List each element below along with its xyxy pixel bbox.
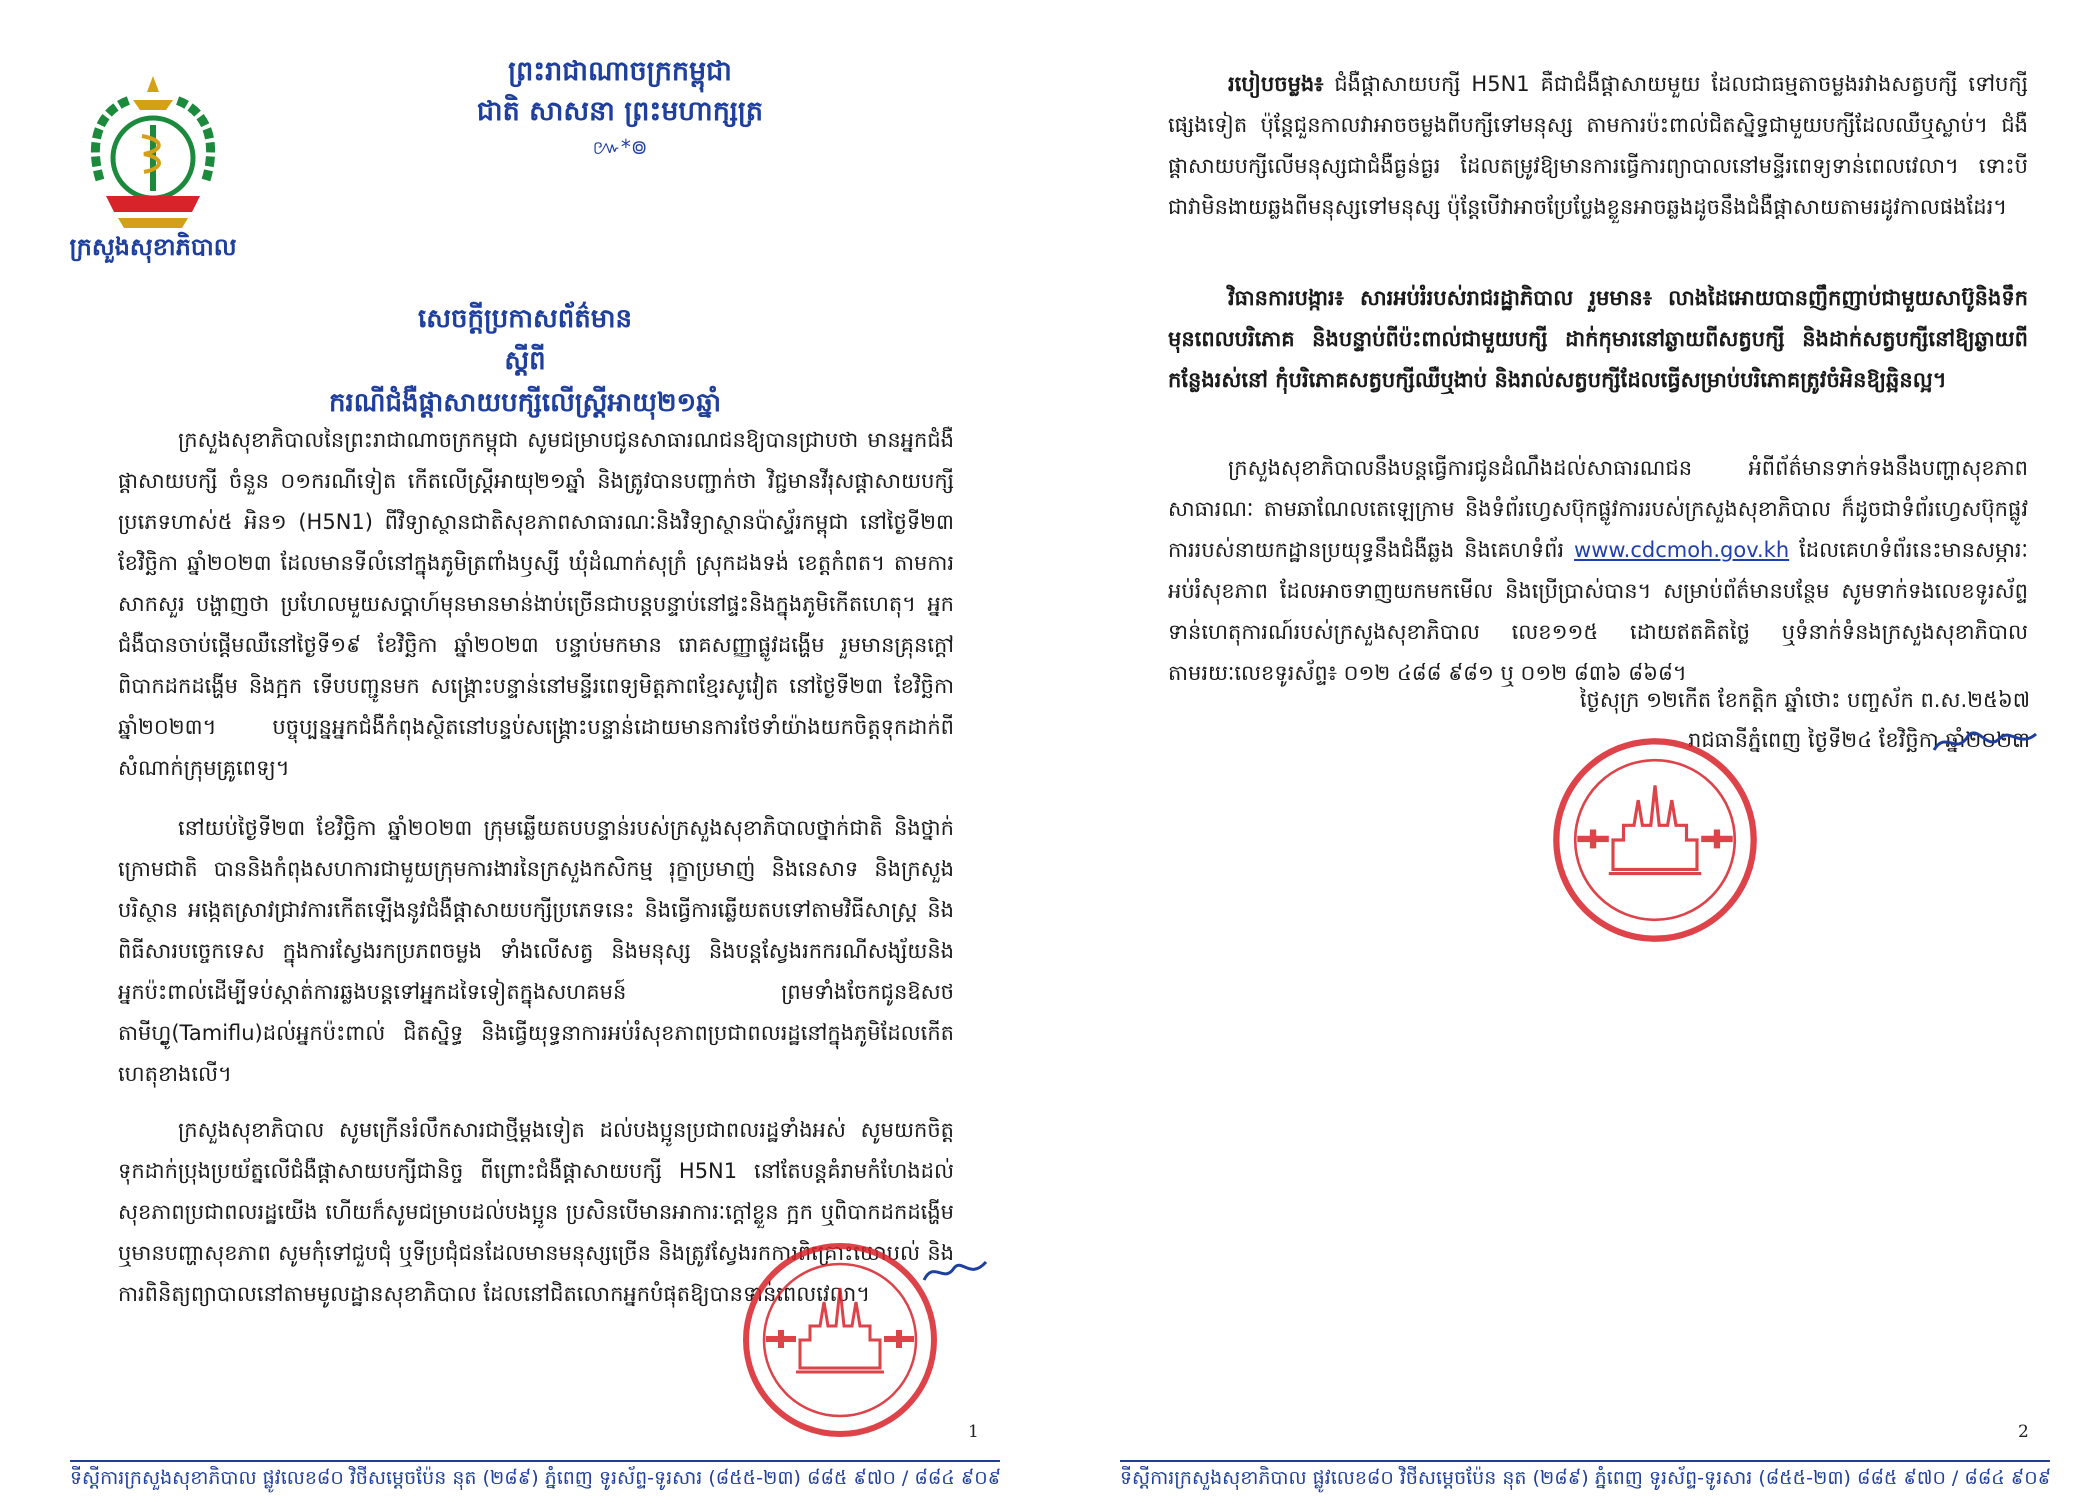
signature [1930, 722, 2040, 762]
footer-rule-2 [1120, 1460, 2050, 1462]
contact-text-b: ដែលគេហទំព័រនេះមានសម្ភារៈអប់រំសុខភាព ដែលអាចទាញយកមកមើល និងប្រើប្រាស់បាន។ សម្រាប់ព័ត៌មានបន្ថែម សូមទាក់ទងលេខទូរស័ព្ទទាន់ហេតុការណ៍របស់ក្រសួងសុខាភិបាល លេខ១១៥ ដោយឥតគិតថ្លៃ ឬទំនាក់ទំនងក្រសួងសុខាភិបាល តាមរយៈលេខទូរស័ព្ទ៖ ០១២ ៤៨៨ ៩៨១ ឬ ០១២ ៨៣៦ ៨៦៨។ [1168, 538, 2029, 685]
title-line-3: ករណីជំងឺផ្ដាសាយបក្សីលើស្ត្រីអាយុ២១ឆ្នាំ [329, 388, 721, 418]
cdc-website-link[interactable]: www.cdcmoh.gov.kh [1574, 538, 1790, 562]
paragraph-2-text: នៅយប់ថ្ងៃទី២៣ ខែវិច្ឆិកា ឆ្នាំ២០២៣ ក្រុមឆ្លើយតបបន្ទាន់របស់ក្រសួងសុខាភិបាលថ្នាក់ជាតិ និងថ្នាក់ក្រោមជាតិ បាននិងកំពុងសហការជាមួយក្រុមការងារនៃក្រសួងកសិកម្ម រុក្ខាប្រមាញ់ និងនេសាទ និងក្រសួងបរិស្ថាន អង្កេតស្រាវជ្រាវការកើតឡើងនូវជំងឺផ្ដាសាយបក្សីប្រភេទនេះ និងធ្វើការឆ្លើយតបទៅតាមវិធីសាស្ត្រ និងពិធីសារបច្ចេកទេស ក្នុងការស្វែងរកប្រភពចម្លង ទាំងលើសត្វ និងមនុស្ស និងបន្តស្វែងរកករណីសង្ស័យនិងអ្នកប៉ះពាល់ដើម្បីទប់ស្កាត់ការឆ្លងបន្តទៅអ្នកដទៃទៀតក្នុងសហគមន៍ ព្រមទាំងចែកជូនឱសថតាមីហ្វ្លូ(Tamiflu)ដល់អ្នកប៉ះពាល់ ជិតស្និទ្ធ និងធ្វើយុទ្ធនាការអប់រំសុខភាពប្រជាពលរដ្ឋនៅក្នុងភូមិដែលកើតហេតុខាងលើ។ [118, 816, 954, 1086]
footer-address: ទីស្ដីការក្រសួងសុខាភិបាល ផ្លូវលេខ៨០ វិថីសម្ដេចប៉ែន នុត (២៨៩) ភ្នំពេញ ទូរស័ព្ទ-ទូរសារ (៨៥៥-២៣) ៨៨៥ ៩៧០ / ៨៨៤ ៩០៩ [70, 1467, 1002, 1489]
document-title [120, 298, 930, 424]
transmission-text: ជំងឺផ្ដាសាយបក្សី H5N1 គឺជាជំងឺផ្ដាសាយមួយ ដែលជាធម្មតាចម្លងរវាងសត្វបក្សី ទៅបក្សីផ្សេងទៀត ប៉ុន្តែជួនកាលវាអាចចម្លងពីបក្សីទៅមនុស្ស តាមការប៉ះពាល់ជិតស្និទ្ធជាមួយបក្សីដែលឈឺឬស្លាប់។ ជំងឺផ្ដាសាយបក្សីលើមនុស្សជាជំងឺធ្ងន់ធ្ងរ ដែលតម្រូវឱ្យមានការធ្វើការព្យាបាលនៅមន្ទីរពេទ្យទាន់ពេលវេលា។ ទោះបីជាវាមិនងាយឆ្លងពីមនុស្សទៅមនុស្ស ប៉ុន្តែបើវាអាចប្រែប្លែងខ្លួនអាចឆ្លងដូចនឹងជំងឺផ្ដាសាយតាមរដូវកាលផងដែរ។ [1168, 72, 2028, 219]
gregorian-date: រាជធានីភ្នំពេញ ថ្ងៃទី២៤ ខែវិច្ឆិកា ឆ្នាំ២០២៣ [1688, 728, 2030, 752]
signature-mark [920, 1254, 990, 1290]
contact-paragraph [1168, 448, 2028, 694]
prevention-paragraph [1168, 278, 2028, 401]
official-stamp [740, 1240, 940, 1440]
footer-address-2: ទីស្ដីការក្រសួងសុខាភិបាល ផ្លូវលេខ៨០ វិថីសម្ដេចប៉ែន នុត (២៨៩) ភ្នំពេញ ទូរស័ព្ទ-ទូរសារ (៨៥៥-២៣) ៨៨៥ ៩៧០ / ៨៨៤ ៩០៩ [1120, 1467, 2052, 1489]
kingdom-motto [390, 52, 850, 132]
title-line-1: សេចក្ដីប្រកាសព័ត៌មាន [417, 304, 633, 334]
transmission-heading: របៀបចម្លង៖ [1228, 72, 1324, 96]
kingdom-name: ព្រះរាជាណាចក្រកម្ពុជា [508, 56, 732, 87]
lunar-date: ថ្ងៃសុក្រ ១២កើត ខែកត្តិក ឆ្នាំថោះ បញ្ចស័ក ព.ស.២៥៦៧ [1579, 688, 2030, 712]
paragraph-3-text: ក្រសួងសុខាភិបាល សូមក្រើនរំលឹកសារជាថ្មីម្ដងទៀត ដល់បងប្អូនប្រជាពលរដ្ឋទាំងអស់ សូមយកចិត្តទុកដាក់ប្រុងប្រយ័ត្នលើជំងឺផ្ដាសាយបក្សីជានិច្ច ពីព្រោះជំងឺផ្ដាសាយបក្សី H5N1 នៅតែបន្តគំរាមកំហែងដល់សុខភាពប្រជាពលរដ្ឋយើង ហើយក៏សូមជម្រាបដល់បងប្អូន ប្រសិនបើមានអាការៈក្ដៅខ្លួន ក្អក ឬពិបាកដកដង្ហើម ឬមានបញ្ហាសុខភាព សូមកុំទៅជួបជុំ ឬទីប្រជុំជនដែលមានមនុស្សច្រើន និងត្រូវស្វែងរកការពិគ្រោះយោបល់ និងការពិនិត្យព្យាបាលនៅតាមមូលដ្ឋានសុខាភិបាល ដែលនៅជិតលោកអ្នកបំផុតឱ្យបានទាន់ពេលវេលា។ [118, 1118, 954, 1306]
prevention-text: សារអប់រំរបស់រាជរដ្ឋាភិបាល រួមមាន៖ លាងដៃអោយបានញឹកញាប់ជាមួយសាប៊ូនិងទឹកមុនពេលបរិភោគ និងបន្ទាប់ពីប៉ះពាល់ជាមួយបក្សី ដាក់កុមារនៅឆ្ងាយពីសត្វបក្សី និងដាក់សត្វបក្សីនៅឱ្យឆ្ងាយពីកន្លែងរស់នៅ កុំបរិភោគសត្វបក្សីឈឺឬងាប់ និងរាល់សត្វបក្សីដែលធ្វើសម្រាប់បរិភោគត្រូវចំអិនឱ្យឆ្អិនល្អ។ [1168, 286, 2028, 392]
prevention-heading: វិធានការបង្ការ៖ [1228, 286, 1344, 310]
page-2 [1050, 0, 2100, 1500]
footer-rule [70, 1460, 1000, 1462]
title-line-2: ស្ដីពី [504, 346, 546, 376]
page-number-2: 2 [2018, 1422, 2029, 1442]
paragraph-1-text: ក្រសួងសុខាភិបាលនៃព្រះរាជាណាចក្រកម្ពុជា សូមជម្រាបជូនសាធារណជនឱ្យបានជ្រាបថា មានអ្នកជំងឺផ្ដាសាយបក្សី ចំនួន ០១ករណីទៀត កើតលើស្ត្រីអាយុ២១ឆ្នាំ និងត្រូវបានបញ្ជាក់ថា វិជ្ជមានវីរុសផ្ដាសាយបក្សី ប្រភេទហាស់៥ អិន១ (H5N1) ពីវិទ្យាស្ថានជាតិសុខភាពសាធារណៈនិងវិទ្យាស្ថានប៉ាស្ទ័រកម្ពុជា នៅថ្ងៃទី២៣ ខែវិច្ឆិកា ឆ្នាំ២០២៣ ដែលមានទីលំនៅក្នុងភូមិត្រពាំងឫស្សី ឃុំដំណាក់សុក្រំ ស្រុកដងទង់ ខេត្តកំពត។ តាមការសាកសួរ បង្ហាញថា ប្រហែលមួយសប្ដាហ៍មុនមានមាន់ងាប់ច្រើនជាបន្តបន្ទាប់នៅផ្ទះនិងក្នុងភូមិកើតហេតុ។ អ្នកជំងឺបានចាប់ផ្ដើមឈឺនៅថ្ងៃទី១៩ ខែវិច្ឆិកា ឆ្នាំ២០២៣ បន្ទាប់មកមាន រោគសញ្ញាផ្លូវដង្ហើម រួមមានគ្រុនក្ដៅ ពិបាកដកដង្ហើម និងក្អក ទើបបញ្ជូនមក សង្គ្រោះបន្ទាន់នៅមន្ទីរពេទ្យមិត្តភាពខ្មែរសូវៀត នៅថ្ងៃទី២៣ ខែវិច្ឆិកា ឆ្នាំ២០២៣។ បច្ចុប្បន្នអ្នកជំងឺកំពុងស្ថិតនៅបន្ទប់សង្គ្រោះបន្ទាន់ដោយមានការថែទាំយ៉ាងយកចិត្តទុកដាក់ពីសំណាក់ក្រុមគ្រូពេទ្យ។ [118, 428, 954, 780]
ornament: ៚*៙ [592, 135, 648, 159]
ministry-logo [78, 70, 228, 240]
ministry-name: ក្រសួងសុខាភិបាល [69, 233, 237, 261]
transmission-paragraph [1168, 64, 2028, 228]
official-stamp-2 [1550, 735, 1760, 945]
page-number-1: 1 [968, 1422, 979, 1442]
contact-text-a: ក្រសួងសុខាភិបាលនឹងបន្តធ្វើការជូនដំណឹងដល់សាធារណជន អំពីព័ត៌មានទាក់ទងនឹងបញ្ហាសុខភាពសាធារណៈ តាមឆាណែលតេឡេក្រាម និងទំព័រហ្វេសប៊ុកផ្លូវការរបស់ក្រសួងសុខាភិបាល ក៏ដូចជាទំព័រហ្វេសប៊ុកផ្លូវការរបស់នាយកដ្ឋានប្រយុទ្ធនឹងជំងឺឆ្លង និងគេហទំព័រ [1168, 456, 2028, 562]
paragraph-2 [118, 808, 954, 1095]
national-motto: ជាតិ សាសនា ព្រះមហាក្សត្រ [476, 96, 764, 127]
paragraph-1 [118, 420, 954, 789]
